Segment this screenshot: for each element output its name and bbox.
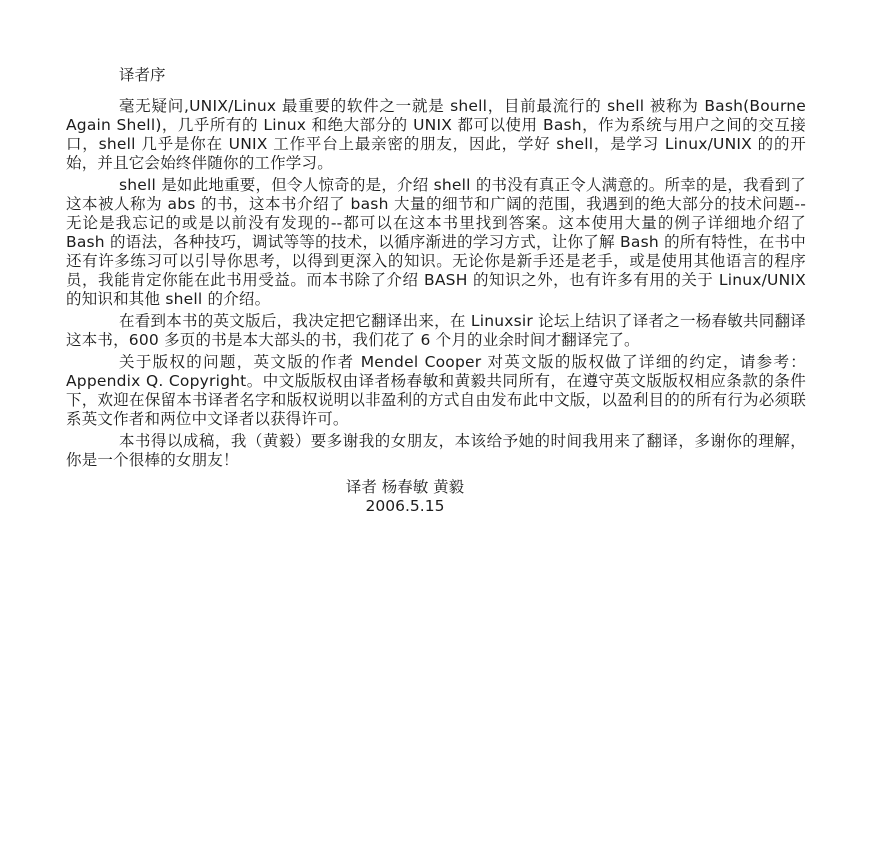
translator-signature: 译者 杨春敏 黄毅 xyxy=(345,478,465,496)
translation-date: 2006.5.15 xyxy=(365,497,445,515)
paragraph-about-book: shell 是如此地重要，但令人惊奇的是，介绍 shell 的书没有真正令人满意的。所幸的是，我看到了这本被人称为 abs 的书，这本书介绍了 bash 大量的细节和广阔的范围，我遇到的绝大部分的技术问题--无论是我忘记的或是以前没有发现的--都可以在这本书里找到答案。这本使用大量的例子详细地介绍了 Bash 的语法，各种技巧，调试等等的技术，以循序渐进的学习方式，让你了解 Bash 的所有特性，在书中还有许多练习可以引导你思考，以得到更深入的知识。无论你是新手还是老手，或是使用其他语言的程序员，我能肯定你能在此书用受益。而本书除了介绍 BASH 的知识之外，也有许多有用的关于 Linux/UNIX 的知识和其他 shell 的介绍。 xyxy=(66,176,806,308)
paragraph-thanks: 本书得以成稿，我（黄毅）要多谢我的女朋友，本该给予她的时间我用来了翻译，多谢你的理解，你是一个很棒的女朋友！ xyxy=(66,432,806,469)
signature-block xyxy=(66,478,806,516)
paragraph-copyright: 关于版权的问题，英文版的作者 Mendel Cooper 对英文版的版权做了详细的约定，请参考：Appendix Q. Copyright。中文版版权由译者杨春敏和黄毅共同所有，在遵守英文版版权相应条款的条件下，欢迎在保留本书译者名字和版权说明以非盈利的方式自由发布此中文版，以盈利目的的所有行为必须联系英文作者和两位中文译者以获得许可。 xyxy=(66,353,806,428)
page-title: 译者序 xyxy=(119,66,166,84)
paragraph-intro-shell: 毫无疑问,UNIX/Linux 最重要的软件之一就是 shell，目前最流行的 shell 被称为 Bash(Bourne Again Shell)，几乎所有的 Linux 和绝大部分的 UNIX 都可以使用 Bash，作为系统与用户之间的交互接口，shell 几乎是你在 UNIX 工作平台上最亲密的朋友，因此，学好 shell，是学习 Linux/UNIX 的的开始，并且它会始终伴随你的工作学习。 xyxy=(66,97,806,172)
paragraph-translation-story: 在看到本书的英文版后，我决定把它翻译出来，在 Linuxsir 论坛上结识了译者之一杨春敏共同翻译这本书，600 多页的书是本大部头的书，我们花了 6 个月的业余时间才翻译完了。 xyxy=(66,312,806,349)
